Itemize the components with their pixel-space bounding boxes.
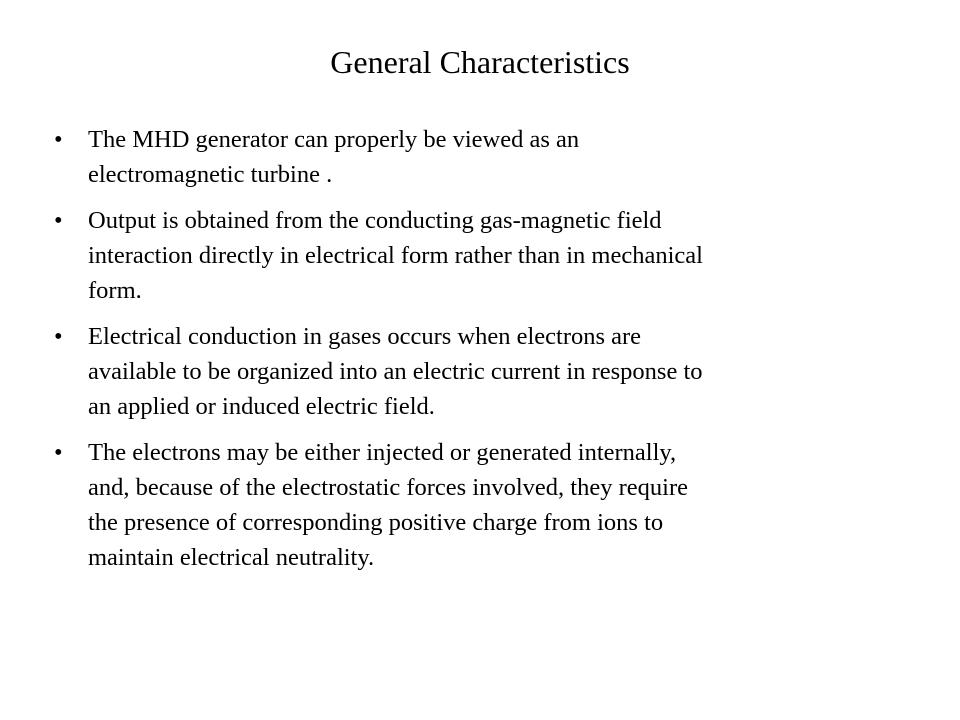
bullet-dot: •: [54, 126, 63, 153]
bullet-line: form.: [88, 277, 142, 304]
bullet-line: The MHD generator can properly be viewed as an: [88, 126, 580, 153]
bullet-line: and, because of the electrostatic forces involved, they require: [88, 474, 688, 501]
bullet-line: Electrical conduction in gases occurs when electrons are: [88, 323, 642, 350]
bullet-dot: •: [54, 207, 63, 234]
bullet-line: available to be organized into an electric current in response to: [88, 358, 703, 385]
bullet-dot: •: [54, 439, 63, 466]
bullet-line: the presence of corresponding positive charge from ions to: [88, 509, 664, 536]
bullet-item-3: [48, 319, 908, 424]
bullet-item-2: [48, 203, 908, 308]
bullet-line: electromagnetic turbine .: [88, 161, 333, 188]
bullet-line: an applied or induced electric field.: [88, 393, 435, 420]
bullet-line: maintain electrical neutrality.: [88, 544, 375, 571]
bullet-item-4: [48, 435, 908, 575]
bullet-line: The electrons may be either injected or generated internally,: [88, 439, 677, 466]
bullet-line: Output is obtained from the conducting gas-magnetic field: [88, 207, 662, 234]
bullet-dot: •: [54, 323, 63, 350]
slide-title: General Characteristics: [330, 44, 630, 80]
bullet-line: interaction directly in electrical form rather than in mechanical: [88, 242, 703, 269]
bullet-list: [48, 122, 908, 586]
bullet-item-1: [48, 122, 908, 192]
